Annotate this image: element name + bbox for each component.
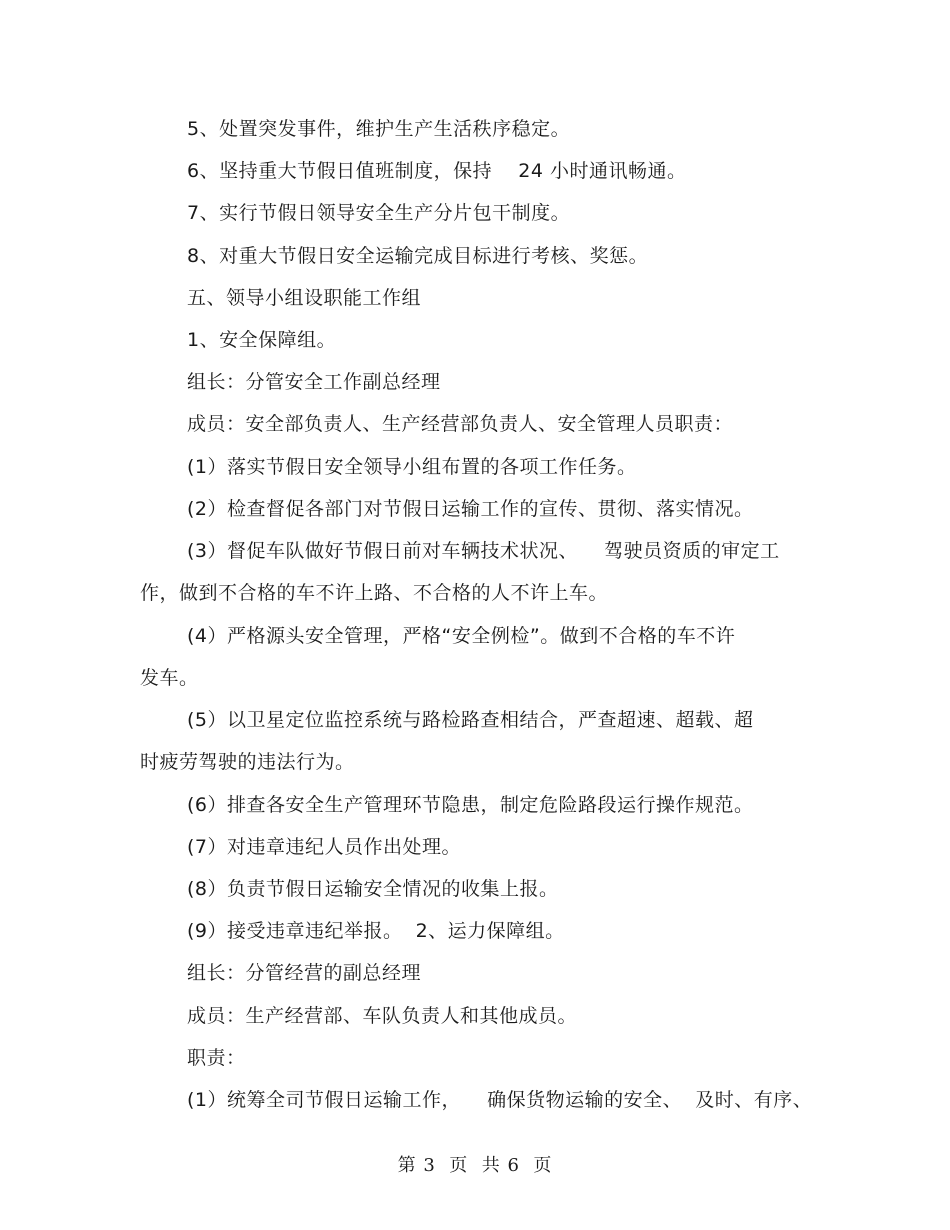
paragraph-line: 组长：分管安全工作副总经理 <box>187 371 441 393</box>
paragraph-line: (8）负责节假日运输安全情况的收集上报。 <box>187 878 559 900</box>
paragraph-line: 5、处置突发事件，维护生产生活秩序稳定。 <box>187 118 571 140</box>
paragraph-line: 成员：生产经营部、车队负责人和其他成员。 <box>187 1005 578 1027</box>
paragraph-line: 成员：安全部负责人、生产经营部负责人、安全管理人员职责： <box>187 413 734 435</box>
paragraph-line: (9）接受违章违纪举报。 2、运力保障组。 <box>187 920 565 942</box>
paragraph-line: 作，做到不合格的车不许上路、不合格的人不许上车。 <box>140 582 609 604</box>
paragraph-line: 6、坚持重大节假日值班制度，保持 24 小时通讯畅通。 <box>187 160 687 182</box>
paragraph-line: (4）严格源头安全管理，严格“安全例检”。做到不合格的车不许 <box>187 625 736 647</box>
paragraph-line: 职责： <box>187 1047 246 1069</box>
paragraph-line: 7、实行节假日领导安全生产分片包干制度。 <box>187 202 571 224</box>
paragraph-line: (1）落实节假日安全领导小组布置的各项工作任务。 <box>187 456 637 478</box>
page-number-footer: 第 3 页 共 6 页 <box>397 1155 553 1176</box>
paragraph-line: (7）对违章违纪人员作出处理。 <box>187 836 462 858</box>
paragraph-line: (2）检查督促各部门对节假日运输工作的宣传、贯彻、落实情况。 <box>187 498 754 520</box>
paragraph-line: (5）以卫星定位监控系统与路检路查相结合，严查超速、超载、超 <box>187 709 754 731</box>
paragraph-line: 发车。 <box>140 667 199 689</box>
paragraph-line: 组长：分管经营的副总经理 <box>187 962 422 984</box>
section-heading: 五、领导小组设职能工作组 <box>187 287 422 309</box>
paragraph-line: (3）督促车队做好节假日前对车辆技术状况、 驾驶员资质的审定工 <box>187 540 780 562</box>
paragraph-line: (1）统筹全司节假日运输工作， 确保货物运输的安全、 及时、有序、 <box>187 1089 813 1111</box>
paragraph-line: 时疲劳驾驶的违法行为。 <box>140 751 355 773</box>
paragraph-line: 8、对重大节假日安全运输完成目标进行考核、奖惩。 <box>187 245 649 267</box>
paragraph-line: 1、安全保障组。 <box>187 329 337 351</box>
paragraph-line: (6）排查各安全生产管理环节隐患，制定危险路段运行操作规范。 <box>187 794 754 816</box>
